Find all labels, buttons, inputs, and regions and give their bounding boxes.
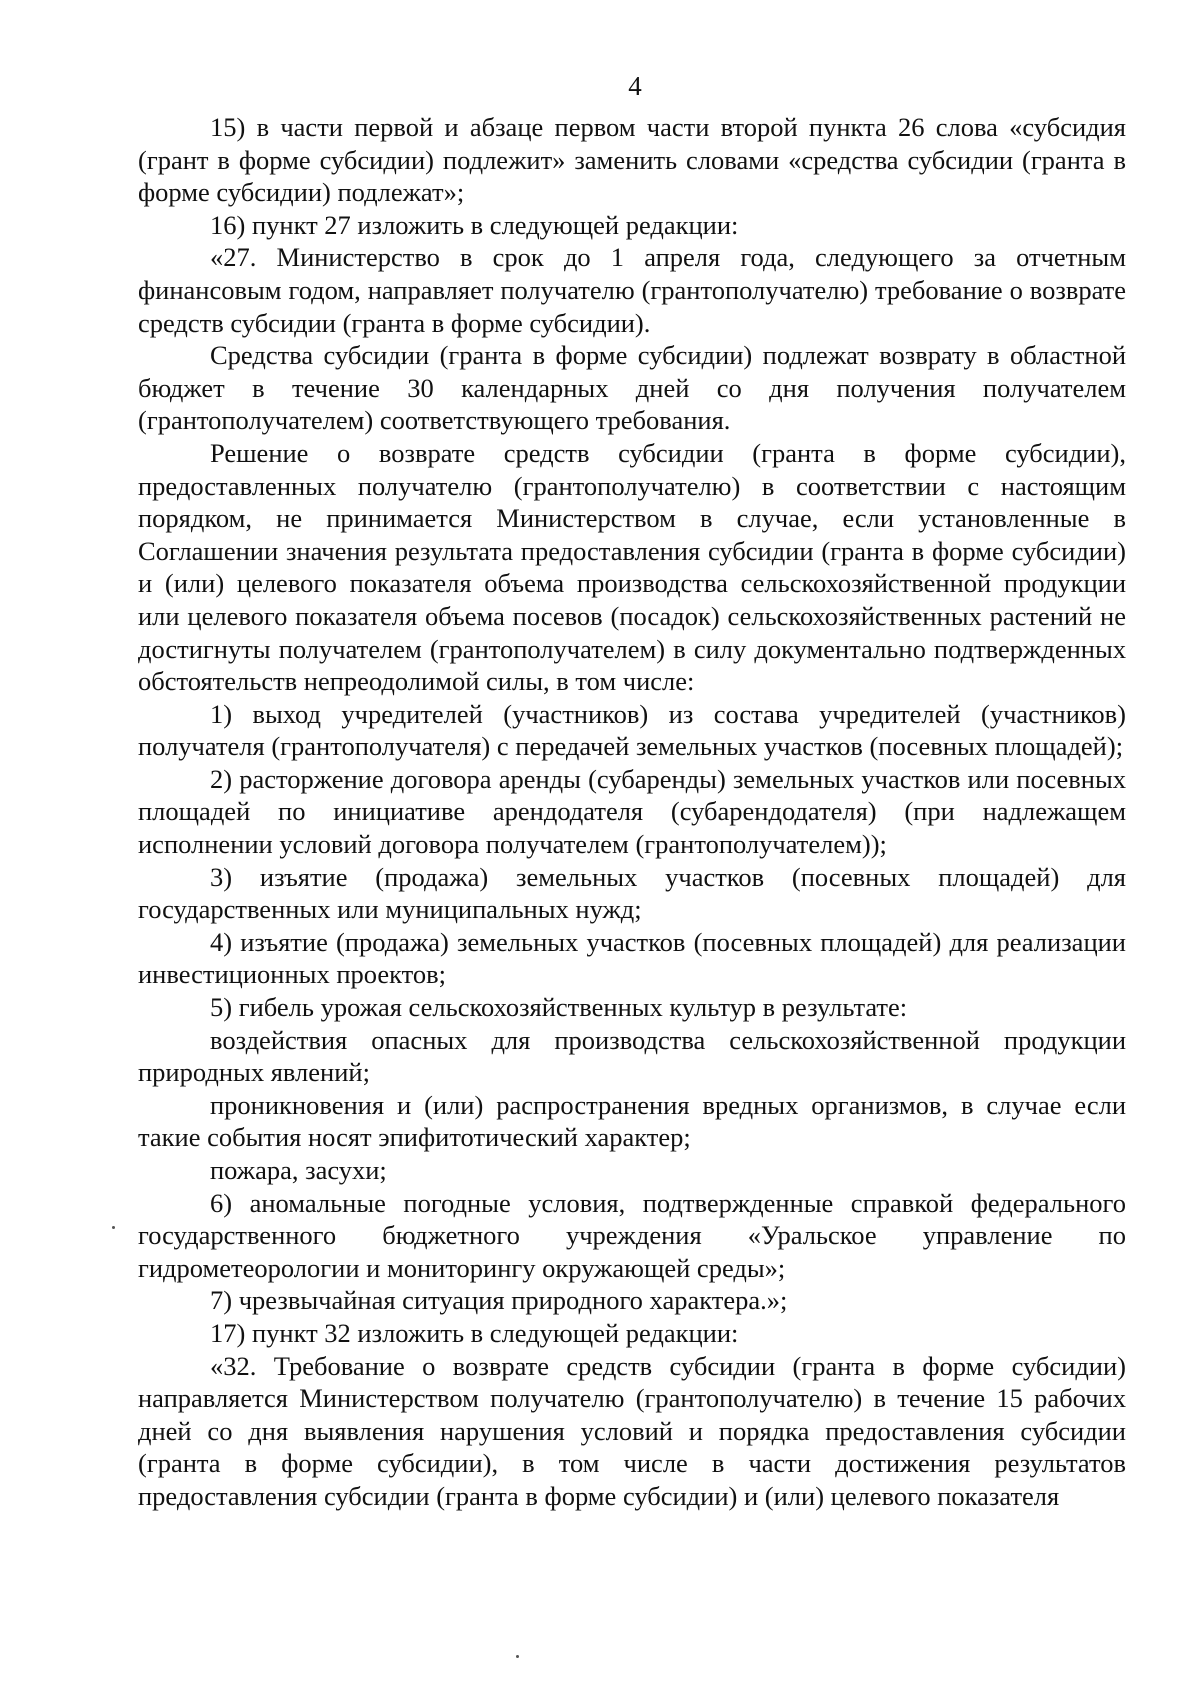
paragraph-27-return-term: Средства субсидии (гранта в форме субсидии) подлежат возврату в областной бюджет в течение 30 календарных дней со дня получения получателем (грантополучателем) соответствующего требования.: [138, 340, 1126, 436]
paragraph-27-intro: «27. Министерство в срок до 1 апреля года, следующего за отчетным финансовым годом, направляет получателю (грантополучателю) требование о возврате средств субсидии (гранта в форме субсидии).: [138, 242, 1126, 338]
paragraph-32: «32. Требование о возврате средств субсидии (гранта в форме субсидии) направляется Министерством получателю (грантополучателю) в течение 15 рабочих дней со дня выявления нарушения условий и порядка предоставления субсидии (гранта в форме субсидии), в том числе в части достижения результатов предоставления субсидии (гранта в форме субсидии) и (или) целевого показателя: [138, 1350, 1126, 1511]
list-item-5-sub-1: воздействия опасных для производства сельскохозяйственной продукции природных явлений;: [138, 1024, 1126, 1088]
scan-speck: [112, 1226, 115, 1229]
paragraph-16: 16) пункт 27 изложить в следующей редакции:: [210, 209, 739, 240]
scan-speck: [516, 1655, 519, 1658]
list-item-5: 5) гибель урожая сельскохозяйственных культур в результате:: [210, 992, 908, 1023]
list-item-1: 1) выход учредителей (участников) из состава учредителей (участников) получателя (грантополучателя) с передачей земельных участков (посевных площадей);: [138, 698, 1126, 762]
list-item-5-sub-2: проникновения и (или) распространения вредных организмов, в случае если такие события носят эпифитотический характер;: [138, 1089, 1126, 1153]
list-item-3: 3) изъятие (продажа) земельных участков (посевных площадей) для государственных или муниципальных нужд;: [138, 861, 1126, 925]
paragraph-27-force-majeure: Решение о возврате средств субсидии (гранта в форме субсидии), предоставленных получателю (грантополучателю) в соответствии с настоящим порядком, не принимается Министерством в случае, если установленные в Соглашении значения результата предоставления субсидии (гранта в форме субсидии) и (или) целевого показателя объема производства сельскохозяйственной продукции или целевого показателя объема посевов (посадок) сельскохозяйственных растений не достигнуты получателем (грантополучателем) в силу документально подтвержденных обстоятельств непреодолимой силы, в том числе:: [138, 437, 1126, 697]
page-number: 4: [628, 71, 642, 101]
list-item-7: 7) чрезвычайная ситуация природного характера.»;: [210, 1285, 788, 1316]
document-body: [138, 111, 1126, 1513]
list-item-4: 4) изъятие (продажа) земельных участков (посевных площадей) для реализации инвестиционных проектов;: [138, 926, 1126, 990]
paragraph-17: 17) пункт 32 изложить в следующей редакции:: [210, 1317, 739, 1348]
list-item-6: 6) аномальные погодные условия, подтвержденные справкой федерального государственного бюджетного учреждения «Уральское управление по гидрометеорологии и мониторингу окружающей среды»;: [138, 1187, 1126, 1283]
list-item-5-sub-3: пожара, засухи;: [210, 1155, 387, 1185]
list-item-2: 2) расторжение договора аренды (субаренды) земельных участков или посевных площадей по инициативе арендодателя (субарендодателя) (при надлежащем исполнении условий договора получателем (грантополучателем));: [138, 763, 1126, 860]
paragraph-15: 15) в части первой и абзаце первом части второй пункта 26 слова «субсидия (грант в форме субсидии) подлежит» заменить словами «средства субсидии (гранта в форме субсидии) подлежат»;: [138, 112, 1126, 208]
